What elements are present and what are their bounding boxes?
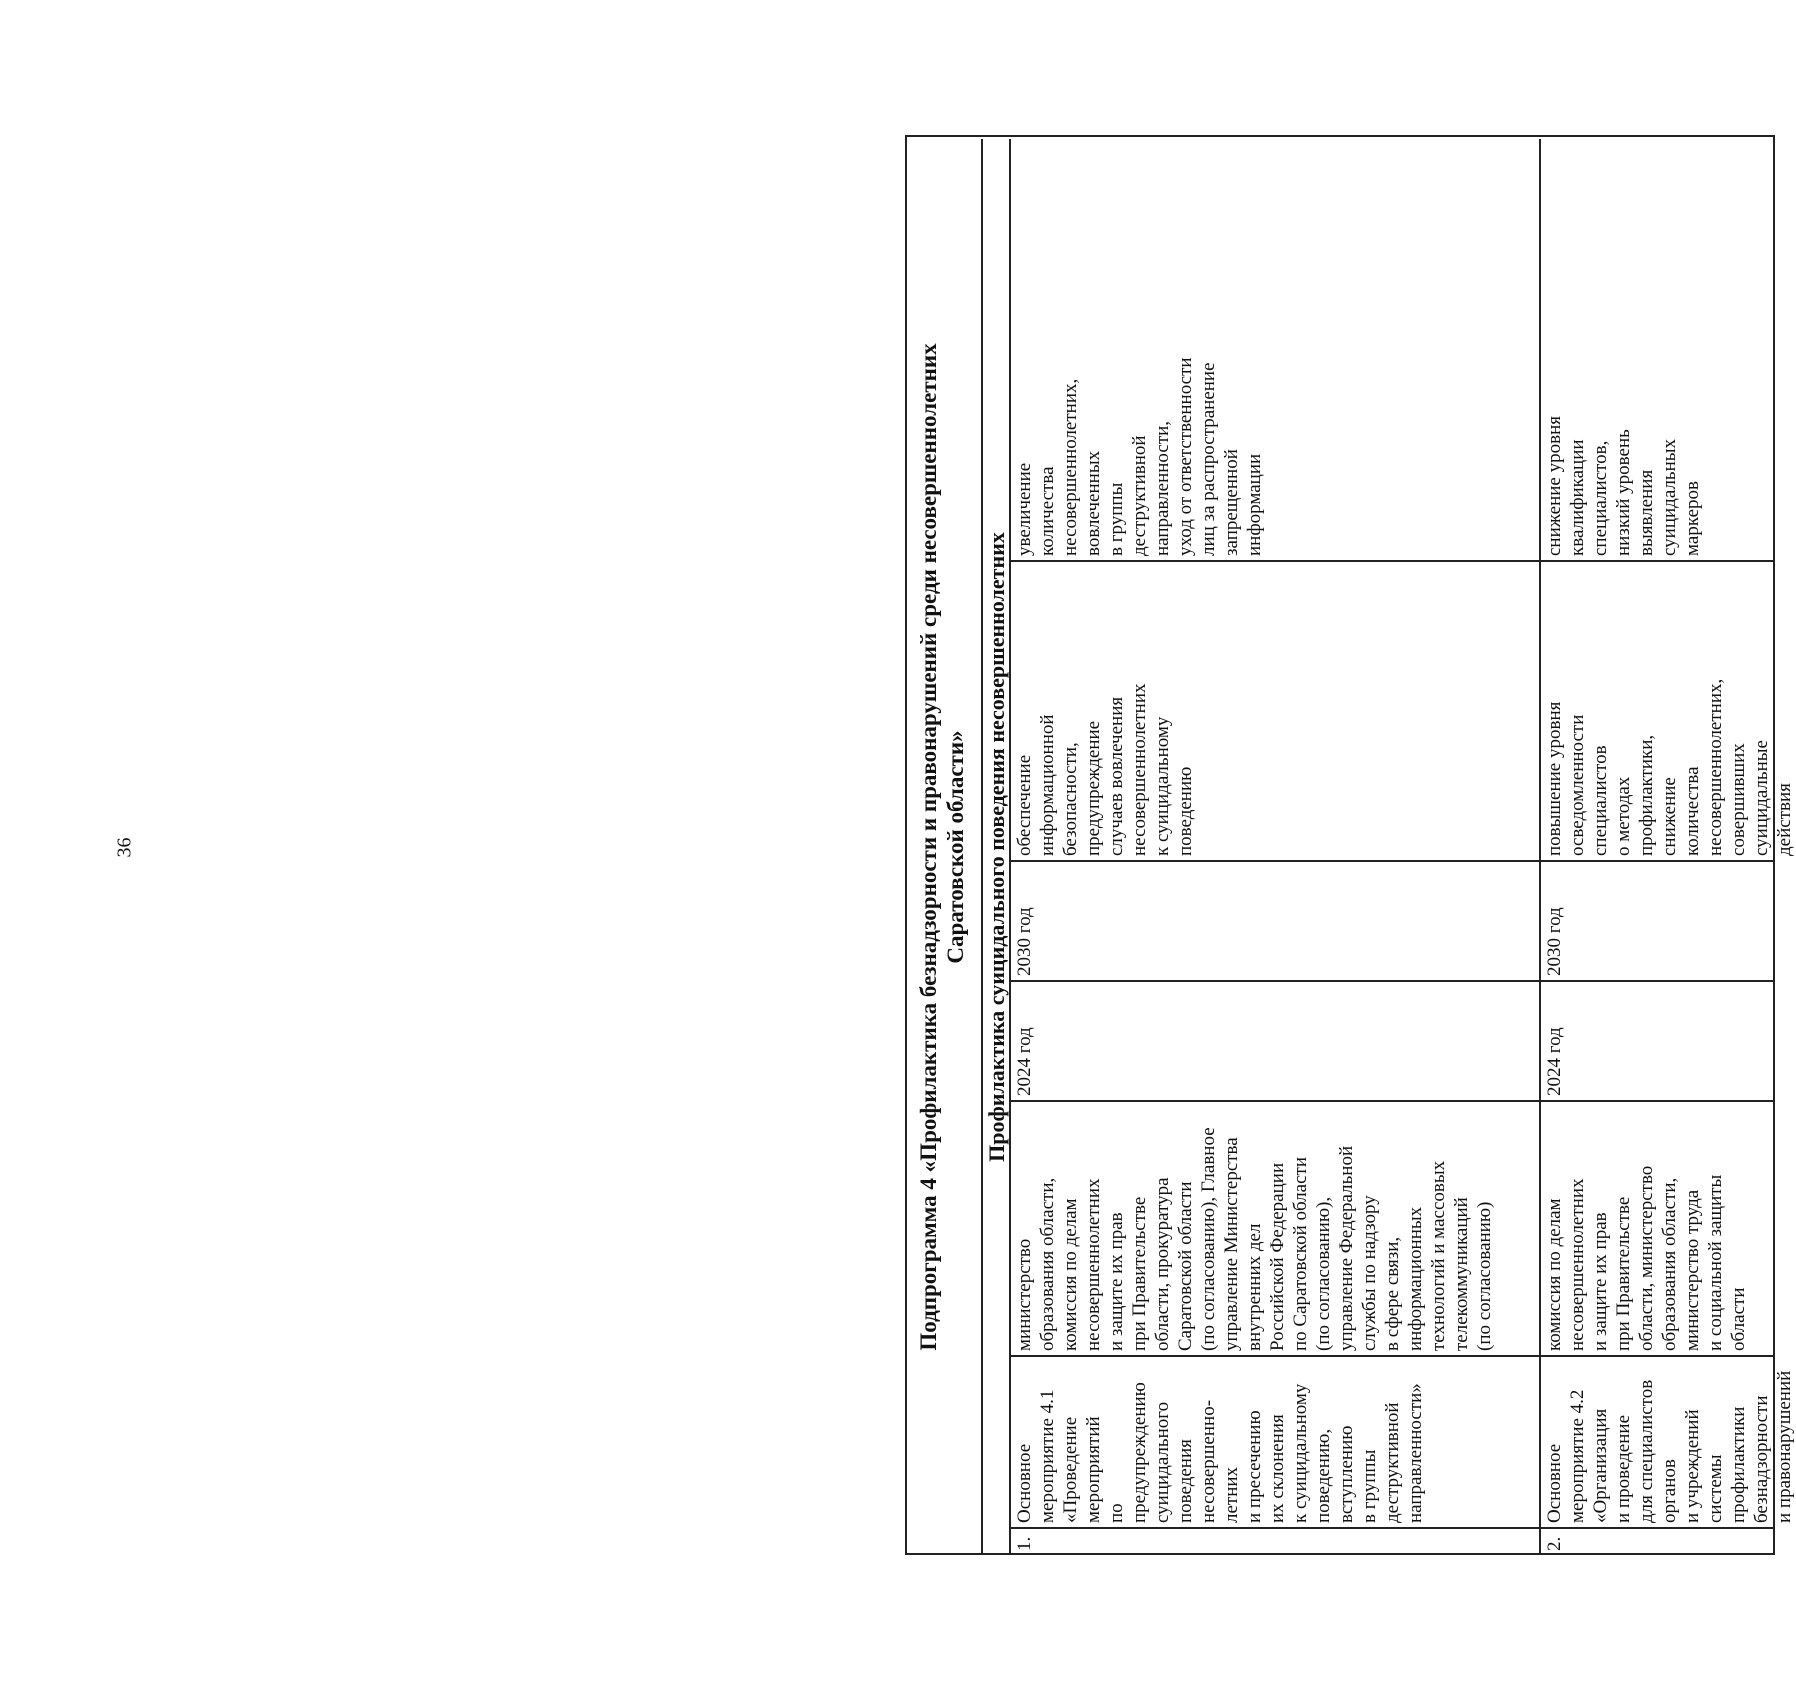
section-header: Профилактика суицидального поведения несовершеннолетних: [983, 139, 1011, 1555]
subprogram-title: [905, 139, 983, 1555]
subprogram-title-line2: Саратовской области»: [943, 730, 968, 964]
table-row: [1011, 139, 1541, 1555]
subprogram-title-line1: Подпрограмма 4 «Профилактика безнадзорности и правонарушений среди несовершеннолетних: [916, 343, 941, 1351]
end-year: 2030 год: [1011, 860, 1539, 980]
start-year: 2024 год: [1541, 980, 1773, 1100]
executors: комиссия по делам несовершеннолетних и защите их прав при Правительстве области, министерство образования области, министерство труда и социальной защиты области: [1541, 1100, 1773, 1355]
expected-result: обеспечение информационной безопасности, предупреждение случаев вовлечения несовершеннолетних к суицидальному поведению: [1011, 560, 1539, 860]
activity-name: Основное мероприятие 4.2 «Организация и проведение для специалистов органов и учреждений системы профилактики безнадзорности и правонарушений: [1541, 1355, 1773, 1527]
page-number: 36: [113, 837, 136, 858]
risks: увеличение количества несовершеннолетних, вовлеченных в группы деструктивной направленности, уход от ответственности лиц за распространение запрещенной информации: [1014, 357, 1265, 556]
end-year: 2030 год: [1541, 860, 1773, 980]
row-number: 1.: [1011, 1527, 1539, 1555]
row-number: 2.: [1541, 1527, 1773, 1555]
executors: министерство образования области, комиссия по делам несовершеннолетних и защите их прав при Правительстве области, прокуратура Саратовской области (по согласованию), Главное управление Министерства внутренних дел Российской Федерации по Саратовской области (по согласованию), управление Федеральной службы по надзору в сфере связи, информационных технологий и массовых телекоммуникаций (по согласованию): [1011, 1100, 1539, 1355]
rotated-table-area: [905, 135, 1795, 1555]
table-row: [1541, 139, 1795, 1555]
activity-name: Основное мероприятие 4.1 «Проведение мероприятий по предупреждению суицидального поведения несовершенно- летних и пресечению их склонения к суицидальному поведению, вступлению в группы деструктивной направленности»: [1011, 1355, 1539, 1527]
start-year: 2024 год: [1011, 980, 1539, 1100]
expected-result: повышение уровня осведомленности специалистов о методах профилактики, снижение количества несовершеннолетних, совершивших суицидальные действия: [1541, 560, 1773, 860]
risks: снижение уровня квалификации специалистов, низкий уровень выявления суицидальных маркеров: [1544, 416, 1703, 556]
